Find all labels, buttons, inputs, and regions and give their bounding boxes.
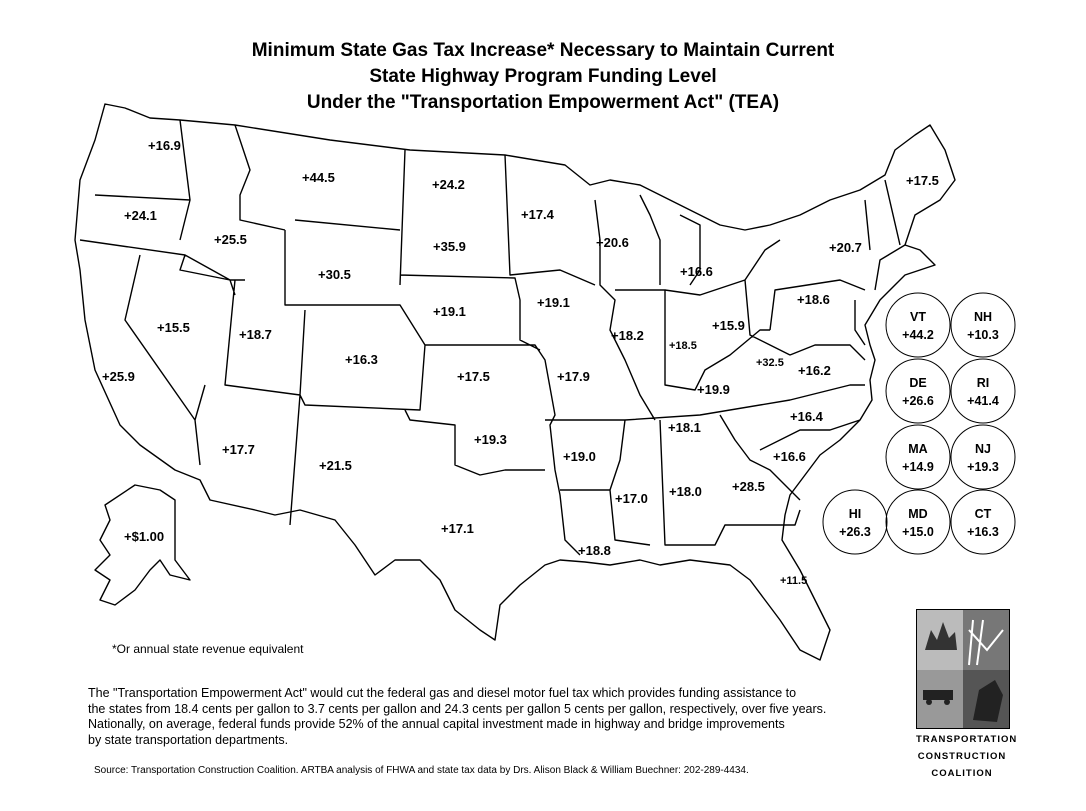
circle-de-value: +26.6 xyxy=(902,394,934,408)
value-nm: +21.5 xyxy=(319,458,352,473)
title-line-3: Under the "Transportation Empowerment Act" (TEA) xyxy=(306,92,780,113)
value-ks: +17.5 xyxy=(457,369,490,384)
value-ga: +28.5 xyxy=(732,479,765,494)
circle-nj xyxy=(951,425,1015,489)
circle-md-value: +15.0 xyxy=(902,525,934,539)
circle-md xyxy=(886,490,950,554)
value-ar: +19.0 xyxy=(563,449,596,464)
value-la: +18.8 xyxy=(578,543,611,558)
value-va: +16.2 xyxy=(798,363,831,378)
logo-line-1: TRANSPORTATION xyxy=(916,734,1018,745)
circle-ri xyxy=(951,359,1015,423)
tcc-logo xyxy=(916,609,1018,782)
value-pa: +18.6 xyxy=(797,292,830,307)
title-line-1: Minimum State Gas Tax Increase* Necessary to Maintain Current xyxy=(251,40,835,61)
circle-nh xyxy=(951,293,1015,357)
explanation-line-3: Nationally, on average, federal funds provide 52% of the annual capital investment made in highway and bridge improvements xyxy=(88,717,785,731)
value-oh: +15.9 xyxy=(712,318,745,333)
value-wa: +16.9 xyxy=(148,138,181,153)
logo-line-3: COALITION xyxy=(931,768,993,779)
value-nv: +15.5 xyxy=(157,320,190,335)
value-fl: +11.5 xyxy=(780,575,808,587)
state-borders xyxy=(80,120,905,555)
circle-hi-value: +26.3 xyxy=(839,525,871,539)
value-nc: +16.4 xyxy=(790,409,823,424)
circle-hi xyxy=(823,490,887,554)
explanation-line-2: the states from 18.4 cents per gallon to 3.7 cents per gallon and 24.3 cents per gallon 5 cents per gallon, respectively, over five years. xyxy=(88,701,827,716)
value-nd: +24.2 xyxy=(432,177,465,192)
small-state-labels xyxy=(839,310,999,539)
value-or: +24.1 xyxy=(124,208,157,223)
circle-ct xyxy=(951,490,1015,554)
circle-vt-value: +44.2 xyxy=(902,328,934,342)
circle-ri-value: +41.4 xyxy=(967,394,999,408)
circle-nh-value: +10.3 xyxy=(967,328,999,342)
value-mo: +17.9 xyxy=(557,369,590,384)
circle-hi-abbr: HI xyxy=(848,507,862,521)
value-in: +18.5 xyxy=(669,340,697,352)
circle-ct-abbr: CT xyxy=(974,507,992,521)
value-mt: +44.5 xyxy=(302,170,335,185)
circle-ct-value: +16.3 xyxy=(967,525,999,539)
logo-image xyxy=(916,609,1010,729)
circle-ma-abbr: MA xyxy=(908,442,928,456)
circle-de xyxy=(886,359,950,423)
logo-line-2: CONSTRUCTION xyxy=(917,751,1007,762)
explanation-line-4: by state transportation departments. xyxy=(88,732,289,747)
value-id: +25.5 xyxy=(214,232,247,247)
value-ne: +19.1 xyxy=(433,304,466,319)
value-wy: +30.5 xyxy=(318,267,351,282)
value-sd: +35.9 xyxy=(433,239,466,254)
value-co: +16.3 xyxy=(345,352,378,367)
circle-nh-abbr: NH xyxy=(973,310,993,324)
circle-nj-value: +19.3 xyxy=(967,460,999,474)
circle-vt-abbr: VT xyxy=(910,310,926,324)
circle-ri-abbr: RI xyxy=(976,376,990,390)
alaska-outline xyxy=(95,485,190,605)
value-il: +18.2 xyxy=(611,328,644,343)
value-mi: +16.6 xyxy=(680,264,713,279)
circle-ma-value: +14.9 xyxy=(902,460,934,474)
value-ut: +18.7 xyxy=(239,327,272,342)
value-ky: +19.9 xyxy=(697,382,730,397)
circle-de-abbr: DE xyxy=(909,376,927,390)
circle-nj-abbr: NJ xyxy=(975,442,991,456)
value-al: +18.0 xyxy=(669,484,702,499)
value-mn: +17.4 xyxy=(521,207,554,222)
value-ak: +$1.00 xyxy=(124,529,165,544)
source-note: Source: Transportation Construction Coalition. ARTBA analysis of FHWA and state tax data by Drs. Alison Black & William Buechner: 202-289-4434. xyxy=(94,765,749,776)
circle-vt xyxy=(886,293,950,357)
us-outline xyxy=(75,104,955,660)
value-tx: +17.1 xyxy=(441,521,474,536)
footnote: *Or annual state revenue equivalent xyxy=(112,642,304,656)
value-me: +17.5 xyxy=(906,173,939,188)
value-tn: +18.1 xyxy=(668,420,701,435)
title-line-2: State Highway Program Funding Level xyxy=(369,66,717,87)
circle-md-abbr: MD xyxy=(908,507,928,521)
value-wv: +32.5 xyxy=(756,357,784,369)
value-ny: +20.7 xyxy=(829,240,862,255)
value-ca: +25.9 xyxy=(102,369,135,384)
value-sc: +16.6 xyxy=(773,449,806,464)
logo-illustration-icon xyxy=(917,610,1009,728)
value-az: +17.7 xyxy=(222,442,255,457)
value-ms: +17.0 xyxy=(615,491,648,506)
explanation-line-1: The "Transportation Empowerment Act" would cut the federal gas and diesel motor fuel tax which provides funding assistance to xyxy=(88,686,797,700)
value-ok: +19.3 xyxy=(474,432,507,447)
value-wi: +20.6 xyxy=(596,235,629,250)
logo-text xyxy=(916,731,1018,782)
explanation-text xyxy=(88,686,918,748)
circle-ma xyxy=(886,425,950,489)
value-ia: +19.1 xyxy=(537,295,570,310)
